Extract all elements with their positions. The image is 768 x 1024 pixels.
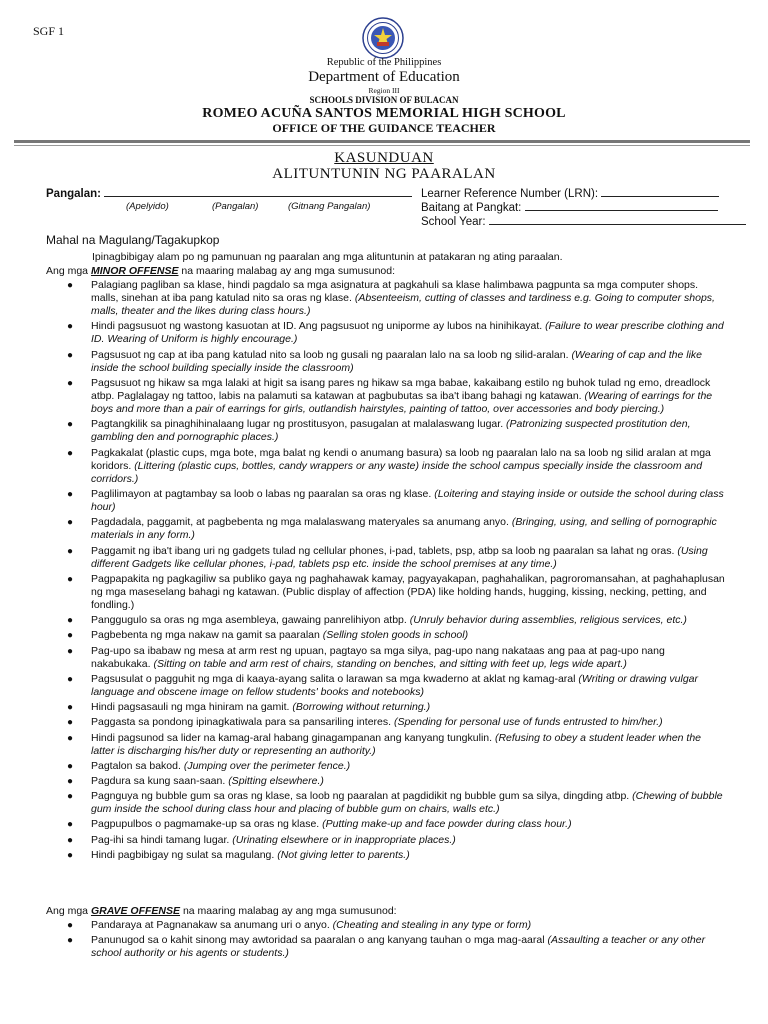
offense-text: Pagtangkilik sa pinaghihinalaang lugar ng prostitusyon, pasugalan at malalaswang lugar. xyxy=(91,418,504,431)
bullet-icon: ● xyxy=(67,673,74,685)
salutation: Mahal na Magulang/Tagakupkop xyxy=(46,233,220,247)
minor-offense-heading xyxy=(46,265,395,277)
grave-prefix: Ang mga xyxy=(46,905,89,917)
offense-english: (Using different Gadgets like cellular phones, i-pad, tablets psp etc. inside the school premises at any time.) xyxy=(91,544,708,570)
department-line: Department of Education xyxy=(308,69,460,85)
offense-english: (Urinating elsewhere or in inappropriate places.) xyxy=(232,833,456,846)
school-year-field xyxy=(421,214,746,228)
lrn-field xyxy=(421,186,719,200)
offense-item xyxy=(46,629,726,642)
school-year-blank[interactable] xyxy=(489,214,746,225)
lrn-blank[interactable] xyxy=(601,186,719,197)
bullet-icon: ● xyxy=(67,517,74,529)
offense-text: Hindi pagsunod sa lider na kamag-aral habang ginagampanan ang kanyang tungkulin. xyxy=(91,731,493,744)
form-code: SGF 1 xyxy=(33,24,65,38)
bullet-icon: ● xyxy=(67,630,74,642)
offense-text: Hindi pagsasauli ng mga hiniram na gamit. xyxy=(91,701,290,714)
offense-text: Pagdura sa kung saan-saan. xyxy=(91,774,226,787)
offense-item xyxy=(46,349,726,375)
bullet-icon: ● xyxy=(67,760,74,772)
offense-english: (Wearing of cap and the like inside the school building specially inside the classroom) xyxy=(91,348,702,374)
school-year-label: School Year: xyxy=(421,216,486,228)
document-subtitle: ALITUNTUNIN NG PAARALAN xyxy=(272,166,496,182)
bullet-icon: ● xyxy=(67,447,74,459)
grave-offense-list xyxy=(46,919,726,962)
offense-item xyxy=(46,818,726,831)
offense-item xyxy=(46,418,726,444)
grade-field xyxy=(421,200,718,214)
offense-text: Pagpapakita ng pagkagiliw sa publiko gaya ng paghahawak kamay, pagyayakapan, paghahalikan, pagroromansahan, at paghahaplusan ng mga maseselang bahagi ng katawan. (Public display of affection (PDA) like holding hands, hugging, kissing, necking, petting, and fondling.) xyxy=(91,572,725,611)
bullet-icon: ● xyxy=(67,935,74,947)
offense-text: Hindi pagsusuot ng wastong kasuotan at ID. Ang pagsusuot ng uniporme ay lubos na hinihikayat. xyxy=(91,320,543,333)
offense-english: (Sitting on table and arm rest of chairs, standing on benches, and sitting with feet up, legs wide apart.) xyxy=(153,657,627,670)
bullet-icon: ● xyxy=(67,615,74,627)
offense-item xyxy=(46,573,726,612)
offense-item xyxy=(46,488,726,514)
offense-english: (Patronizing suspected prostitution den, gambling den and pornographic places.) xyxy=(91,418,691,444)
minor-suffix: na maaring malabag ay ang mga sumusunod: xyxy=(181,265,396,277)
bullet-icon: ● xyxy=(67,834,74,846)
firstname-hint: (Pangalan) xyxy=(212,201,259,212)
offense-english: (Chewing of bubble gum inside the school during class hour and placing of bubble gum on chairs, walls etc.) xyxy=(91,790,723,816)
header-divider xyxy=(14,140,750,143)
bullet-icon: ● xyxy=(67,732,74,744)
offense-text: Pandaraya at Pagnanakaw sa anumang uri o anyo. xyxy=(91,919,330,931)
school-name: ROMEO ACUÑA SANTOS MEMORIAL HIGH SCHOOL xyxy=(202,106,566,121)
bullet-icon: ● xyxy=(67,819,74,831)
offense-text: Panunugod sa o kahit sinong may awtoridad sa paaralan o ang kanyang tauhan o mga mag-aaral xyxy=(91,934,545,947)
offense-item xyxy=(46,447,726,486)
deped-seal-icon xyxy=(362,17,404,59)
offense-item xyxy=(46,320,726,346)
offense-english: (Spending for personal use of funds entrusted to him/her.) xyxy=(393,716,663,729)
offense-english: (Assaulting a teacher or any other school authority or his agents or students.) xyxy=(91,934,706,960)
lrn-label: Learner Reference Number (LRN): xyxy=(421,188,599,200)
minor-term: MINOR OFFENSE xyxy=(90,265,179,277)
surname-hint: (Apelyido) xyxy=(126,201,169,212)
offense-english: (Failure to wear prescribe clothing and ID. Wearing of Uniform is highly encourage.) xyxy=(91,320,724,346)
bullet-icon: ● xyxy=(67,419,74,431)
offense-item xyxy=(46,545,726,571)
bullet-icon: ● xyxy=(67,545,74,557)
offense-text: Pagbebenta ng mga nakaw na gamit sa paaralan xyxy=(91,629,320,642)
grave-offense-heading xyxy=(46,905,397,917)
offense-english: (Loitering and staying inside or outside the school during class hour) xyxy=(91,487,724,514)
bullet-icon: ● xyxy=(67,349,74,361)
offense-english: (Cheating and stealing in any type or form) xyxy=(332,919,532,931)
grave-term: GRAVE OFFENSE xyxy=(90,905,181,917)
offense-text: Pag-upo sa ibabaw ng mesa at arm rest ng upuan, pagtayo sa mga silya, pag-upo nang nakataas ang paa at pag-upo nang nakabukaka. xyxy=(91,644,665,670)
minor-offense-list xyxy=(46,279,726,864)
region-line: Region III xyxy=(368,86,400,95)
division-line: SCHOOLS DIVISION OF BULACAN xyxy=(309,95,459,105)
bullet-icon: ● xyxy=(67,321,74,333)
offense-text: Pagdadala, paggamit, at pagbebenta ng mga malalaswang materyales sa anumang anyo. xyxy=(91,516,509,529)
offense-item xyxy=(46,834,726,847)
grave-suffix: na maaring malabag ay ang mga sumusunod: xyxy=(182,905,397,917)
bullet-icon: ● xyxy=(67,702,74,714)
offense-english: (Jumping over the perimeter fence.) xyxy=(183,759,351,772)
offense-text: Paggasta sa pondong ipinagkatiwala para sa pansariling interes. xyxy=(91,716,392,729)
offense-english: (Wearing of earrings for the boys and more than a pair of earrings for girls, outlandish hairstyles, painting of tattoo, over accessories and body piercing.) xyxy=(91,390,713,416)
offense-item xyxy=(46,760,726,773)
document-title: KASUNDUAN xyxy=(334,150,434,166)
offense-text: Paggamit ng iba't ibang uri ng gadgets tulad ng cellular phones, i-pad, tablets, psp, atbp sa loob ng paaralan sa lahat ng oras. xyxy=(91,544,675,557)
offense-english: (Bringing, using, and selling of pornographic materials in any form.) xyxy=(91,516,717,542)
offense-text: Paglilimayon at pagtambay sa loob o labas ng paaralan sa oras ng klase. xyxy=(91,487,432,500)
offense-item xyxy=(46,645,726,671)
offense-item xyxy=(46,279,726,318)
offense-text: Pagpupulbos o pagmamake-up sa oras ng klase. xyxy=(91,818,320,831)
intro-text: Ipinagbibigay alam po ng pamunuan ng paaralan ang mga alituntunin at patakaran ng ating paraalan. xyxy=(92,251,563,263)
offense-english: (Borrowing without returning.) xyxy=(292,701,431,714)
offense-text: Pagkakalat (plastic cups, mga bote, mga balat ng kendi o anumang basura) sa loob ng paaralan lalo na sa loob ng silid aralan at mga koridors. xyxy=(91,446,711,472)
minor-prefix: Ang mga xyxy=(46,265,89,277)
bullet-icon: ● xyxy=(67,645,74,657)
offense-english: (Selling stolen goods in school) xyxy=(322,629,469,642)
offense-text: Panggugulo sa oras ng mga asembleya, gawaing panrelihiyon atbp. xyxy=(91,614,407,627)
offense-item xyxy=(46,377,726,416)
name-field xyxy=(46,186,412,200)
offense-english: (Writing or drawing vulgar language and obscene image on fellow students' books and notebooks) xyxy=(91,672,699,698)
offense-item xyxy=(46,701,726,714)
offense-text: Palagiang pagliban sa klase, hindi pagdalo sa mga asignatura at pagkahuli sa klase halimbawa pagpunta sa mga computer shops. malls, sinehan at iba pang katulad nito sa oras ng klase. xyxy=(91,279,699,305)
bullet-icon: ● xyxy=(67,280,74,291)
offense-item xyxy=(46,516,726,542)
offense-text: Pagsusuot ng hikaw sa mga lalaki at higit sa isang pares ng hikaw sa mga babae, kakaibang estilo ng buhok tulad ng emo, dreadlock atbp. Paglalagay ng tattoo, labis na palamuti sa katawan at pagbubutas sa iba't ibang bahagi ng katawan. xyxy=(91,376,711,403)
bullet-icon: ● xyxy=(67,488,74,500)
offense-text: Hindi pagbibigay ng sulat sa magulang. xyxy=(91,848,275,861)
offense-item xyxy=(46,790,726,816)
bullet-icon: ● xyxy=(67,791,74,803)
offense-item xyxy=(46,732,726,758)
offense-item xyxy=(46,934,726,960)
offense-item xyxy=(46,775,726,788)
offense-text: Pagtalon sa bakod. xyxy=(91,759,181,772)
grade-blank[interactable] xyxy=(525,200,718,211)
offense-english: (Unruly behavior during assemblies, religious services, etc.) xyxy=(409,614,687,627)
republic-line: Republic of the Philippines xyxy=(326,57,442,68)
offense-english: (Putting make-up and face powder during class hour.) xyxy=(322,818,572,831)
offense-text: Pagnguya ng bubble gum sa oras ng klase, sa loob ng paaralan at pagdidikit ng bubble gum sa silya, dingding atbp. xyxy=(91,790,630,803)
offense-english: (Refusing to obey a student leader when the latter is discharging his/her duty or representing an authority.) xyxy=(91,731,702,757)
offense-item xyxy=(46,673,726,699)
offense-text: Pag-ihi sa hindi tamang lugar. xyxy=(91,833,230,846)
bullet-icon: ● xyxy=(67,377,74,389)
offense-item xyxy=(46,849,726,862)
offense-text: Pagsusuot ng cap at iba pang katulad nito sa loob ng gusali ng paaralan lalo na sa loob ng silid-aralan. xyxy=(91,348,569,361)
offense-item xyxy=(46,716,726,729)
middlename-hint: (Gitnang Pangalan) xyxy=(288,201,371,212)
name-blank[interactable] xyxy=(104,186,412,197)
offense-english: (Spitting elsewhere.) xyxy=(228,774,324,787)
bullet-icon: ● xyxy=(67,717,74,729)
grade-label: Baitang at Pangkat: xyxy=(421,202,522,214)
header-divider-thin xyxy=(14,145,750,146)
offense-item xyxy=(46,919,726,932)
offense-item xyxy=(46,614,726,627)
name-label: Pangalan: xyxy=(46,188,101,200)
bullet-icon: ● xyxy=(67,573,74,585)
offense-text: Pagsusulat o pagguhit ng mga di kaaya-ayang salita o larawan sa mga kwaderno at aklat ng kamag-aral xyxy=(91,672,576,685)
bullet-icon: ● xyxy=(67,920,74,931)
offense-english: (Absenteeism, cutting of classes and tardiness e.g. Going to computer shops, malls, theater and the likes during class hours.) xyxy=(91,292,715,318)
office-name: OFFICE OF THE GUIDANCE TEACHER xyxy=(272,121,496,135)
offense-english: (Not giving letter to parents.) xyxy=(277,848,410,861)
bullet-icon: ● xyxy=(67,775,74,787)
bullet-icon: ● xyxy=(67,849,74,861)
offense-english: (Littering (plastic cups, bottles, candy wrappers or any waste) inside the school campus specially inside the classroom and corridors.) xyxy=(91,459,703,485)
